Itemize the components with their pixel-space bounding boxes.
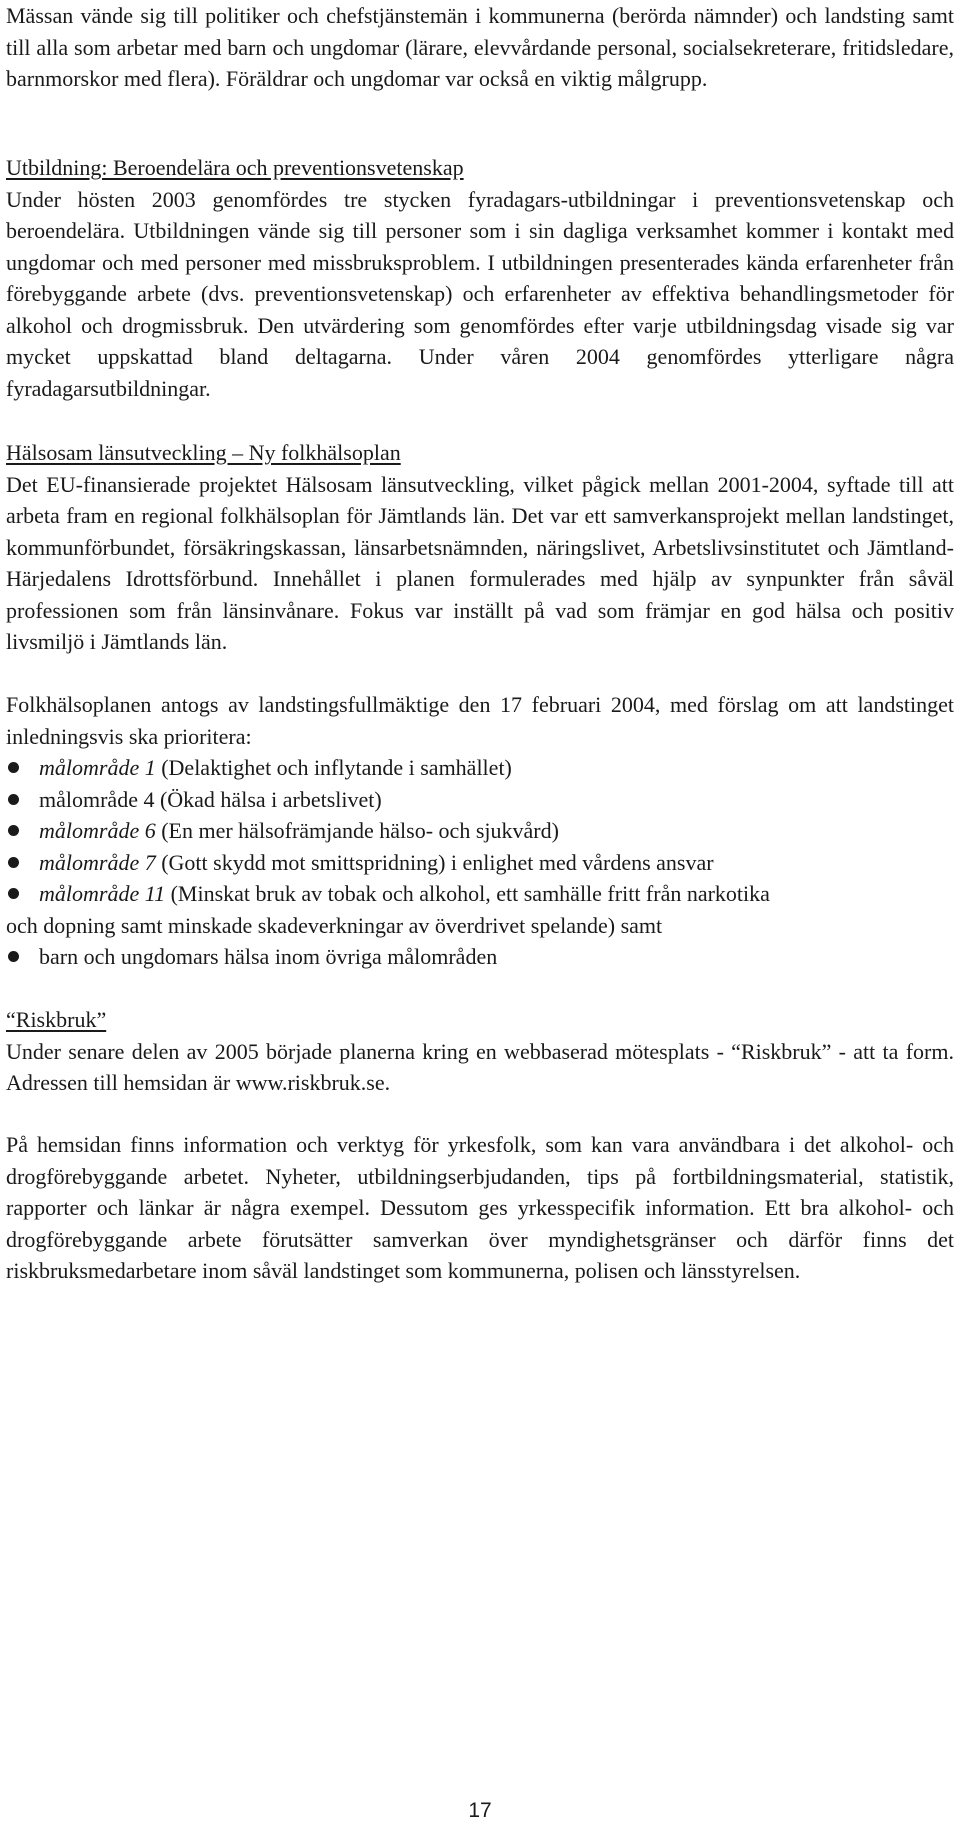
intro-section [6,0,954,95]
list-item-italic: målområde 1 [39,755,156,780]
list-item [6,784,954,816]
list-item-text: (En mer hälsofrämjande hälso- och sjukvård) [155,818,559,843]
page-number: 17 [468,1799,492,1822]
list-item-continuation: och dopning samt minskade skadeverkningar av överdrivet spelande) samt [6,912,663,938]
list-item [6,752,954,784]
list-item-text: (Gott skydd mot smittspridning) i enlighet med vårdens ansvar [155,849,714,875]
bullet-icon [8,794,19,805]
list-item-italic: målområde 11 [39,881,166,906]
list-item [6,878,954,941]
hemsida-paragraph: På hemsidan finns information och verktyg för yrkesfolk, som kan vara användbara i det alkohol- och drogförebyggande arbetet. Nyheter, utbildningserbjudanden, tips på fortbildningsmaterial, statistik, rapporter och länkar är några exempel. Dessutom ges yrkesspecifik information. Ett bra alkohol- och drogförebyggande arbete förutsätter samverkan över myndighetsgränser och därför finns det riskbruksmedarbetare inom såväl landstinget som kommunerna, polisen och länsstyrelsen. [6,1132,954,1283]
riskbruk-section [6,1004,954,1099]
halsosam-heading: Hälsosam länsutveckling – Ny folkhälsoplan [6,440,401,465]
hemsida-section [6,1129,954,1287]
list-item-text: (Minskat bruk av tobak och alkohol, ett samhälle fritt från narkotika [165,881,770,906]
halsosam-section [6,437,954,658]
list-item [6,941,954,973]
list-item-italic: målområde 6 [39,818,156,843]
utbildning-heading: Utbildning: Beroendelära och preventionsvetenskap [6,155,464,180]
list-item [6,847,954,879]
list-item-text: målområde 4 (Ökad hälsa i arbetslivet) [39,786,382,812]
folkhalsoplan-section [6,689,954,973]
intro-paragraph: Mässan vände sig till politiker och chefstjänstemän i kommunerna (berörda nämnder) och landsting samt till alla som arbetar med barn och ungdomar (lärare, elevvårdande personal, socialsekreterare, fritidsledare, barnmorskor med flera). Föräldrar och ungdomar var också en viktig målgrupp. [6,3,954,91]
list-item-italic: målområde 7 [39,849,156,875]
list-item-text: barn och ungdomars hälsa inom övriga målområden [39,944,498,969]
bullet-icon [8,762,19,773]
bullet-icon [8,951,19,962]
bullet-icon [8,825,19,836]
list-item-text: (Delaktighet och inflytande i samhället) [155,755,512,780]
riskbruk-heading: “Riskbruk” [6,1007,107,1032]
utbildning-section [6,152,954,404]
bullet-icon [8,857,19,868]
riskbruk-paragraph: Under senare delen av 2005 började planerna kring en webbaserad mötesplats - “Riskbruk” - att ta form. Adressen till hemsidan är www.riskbruk.se. [6,1038,954,1095]
bullet-icon [8,888,19,899]
priority-list [6,752,954,973]
utbildning-paragraph: Under hösten 2003 genomfördes tre stycken fyradagars-utbildningar i preventionsvetenskap och beroendelära. Utbildningen vände sig till personer som i sin dagliga verksamhet kommer i kontakt med ungdomar och med personer med missbruksproblem. I utbildningen presenterades kända erfarenheter från förebyggande arbete (dvs. preventionsvetenskap) och erfarenheter av effektiva behandlingsmetoder för alkohol och drogmissbruk. Den utvärdering som genomfördes efter varje utbildningsdag visade sig var mycket uppskattad bland deltagarna. Under våren 2004 genomfördes ytterligare några fyradagarsutbildningar. [6,186,954,401]
list-item [6,815,954,847]
halsosam-paragraph: Det EU-finansierade projektet Hälsosam länsutveckling, vilket pågick mellan 2001-2004, syftade till att arbeta fram en regional folkhälsoplan för Jämtlands län. Det var ett samverkansprojekt mellan landstinget, kommunförbundet, försäkringskassan, länsarbetsnämnden, näringslivet, Arbetslivsinstitutet och Jämtland-Härjedalens Idrottsförbund. Innehållet i planen formulerades med hjälp av synpunkter från såväl professionen som från länsinvånare. Fokus var inställt på vad som främjar en god hälsa och positiv livsmiljö i Jämtlands län. [6,471,954,654]
folkhalsoplan-paragraph: Folkhälsoplanen antogs av landstingsfullmäktige den 17 februari 2004, med förslag om att landstinget inledningsvis ska prioritera: [6,692,954,749]
